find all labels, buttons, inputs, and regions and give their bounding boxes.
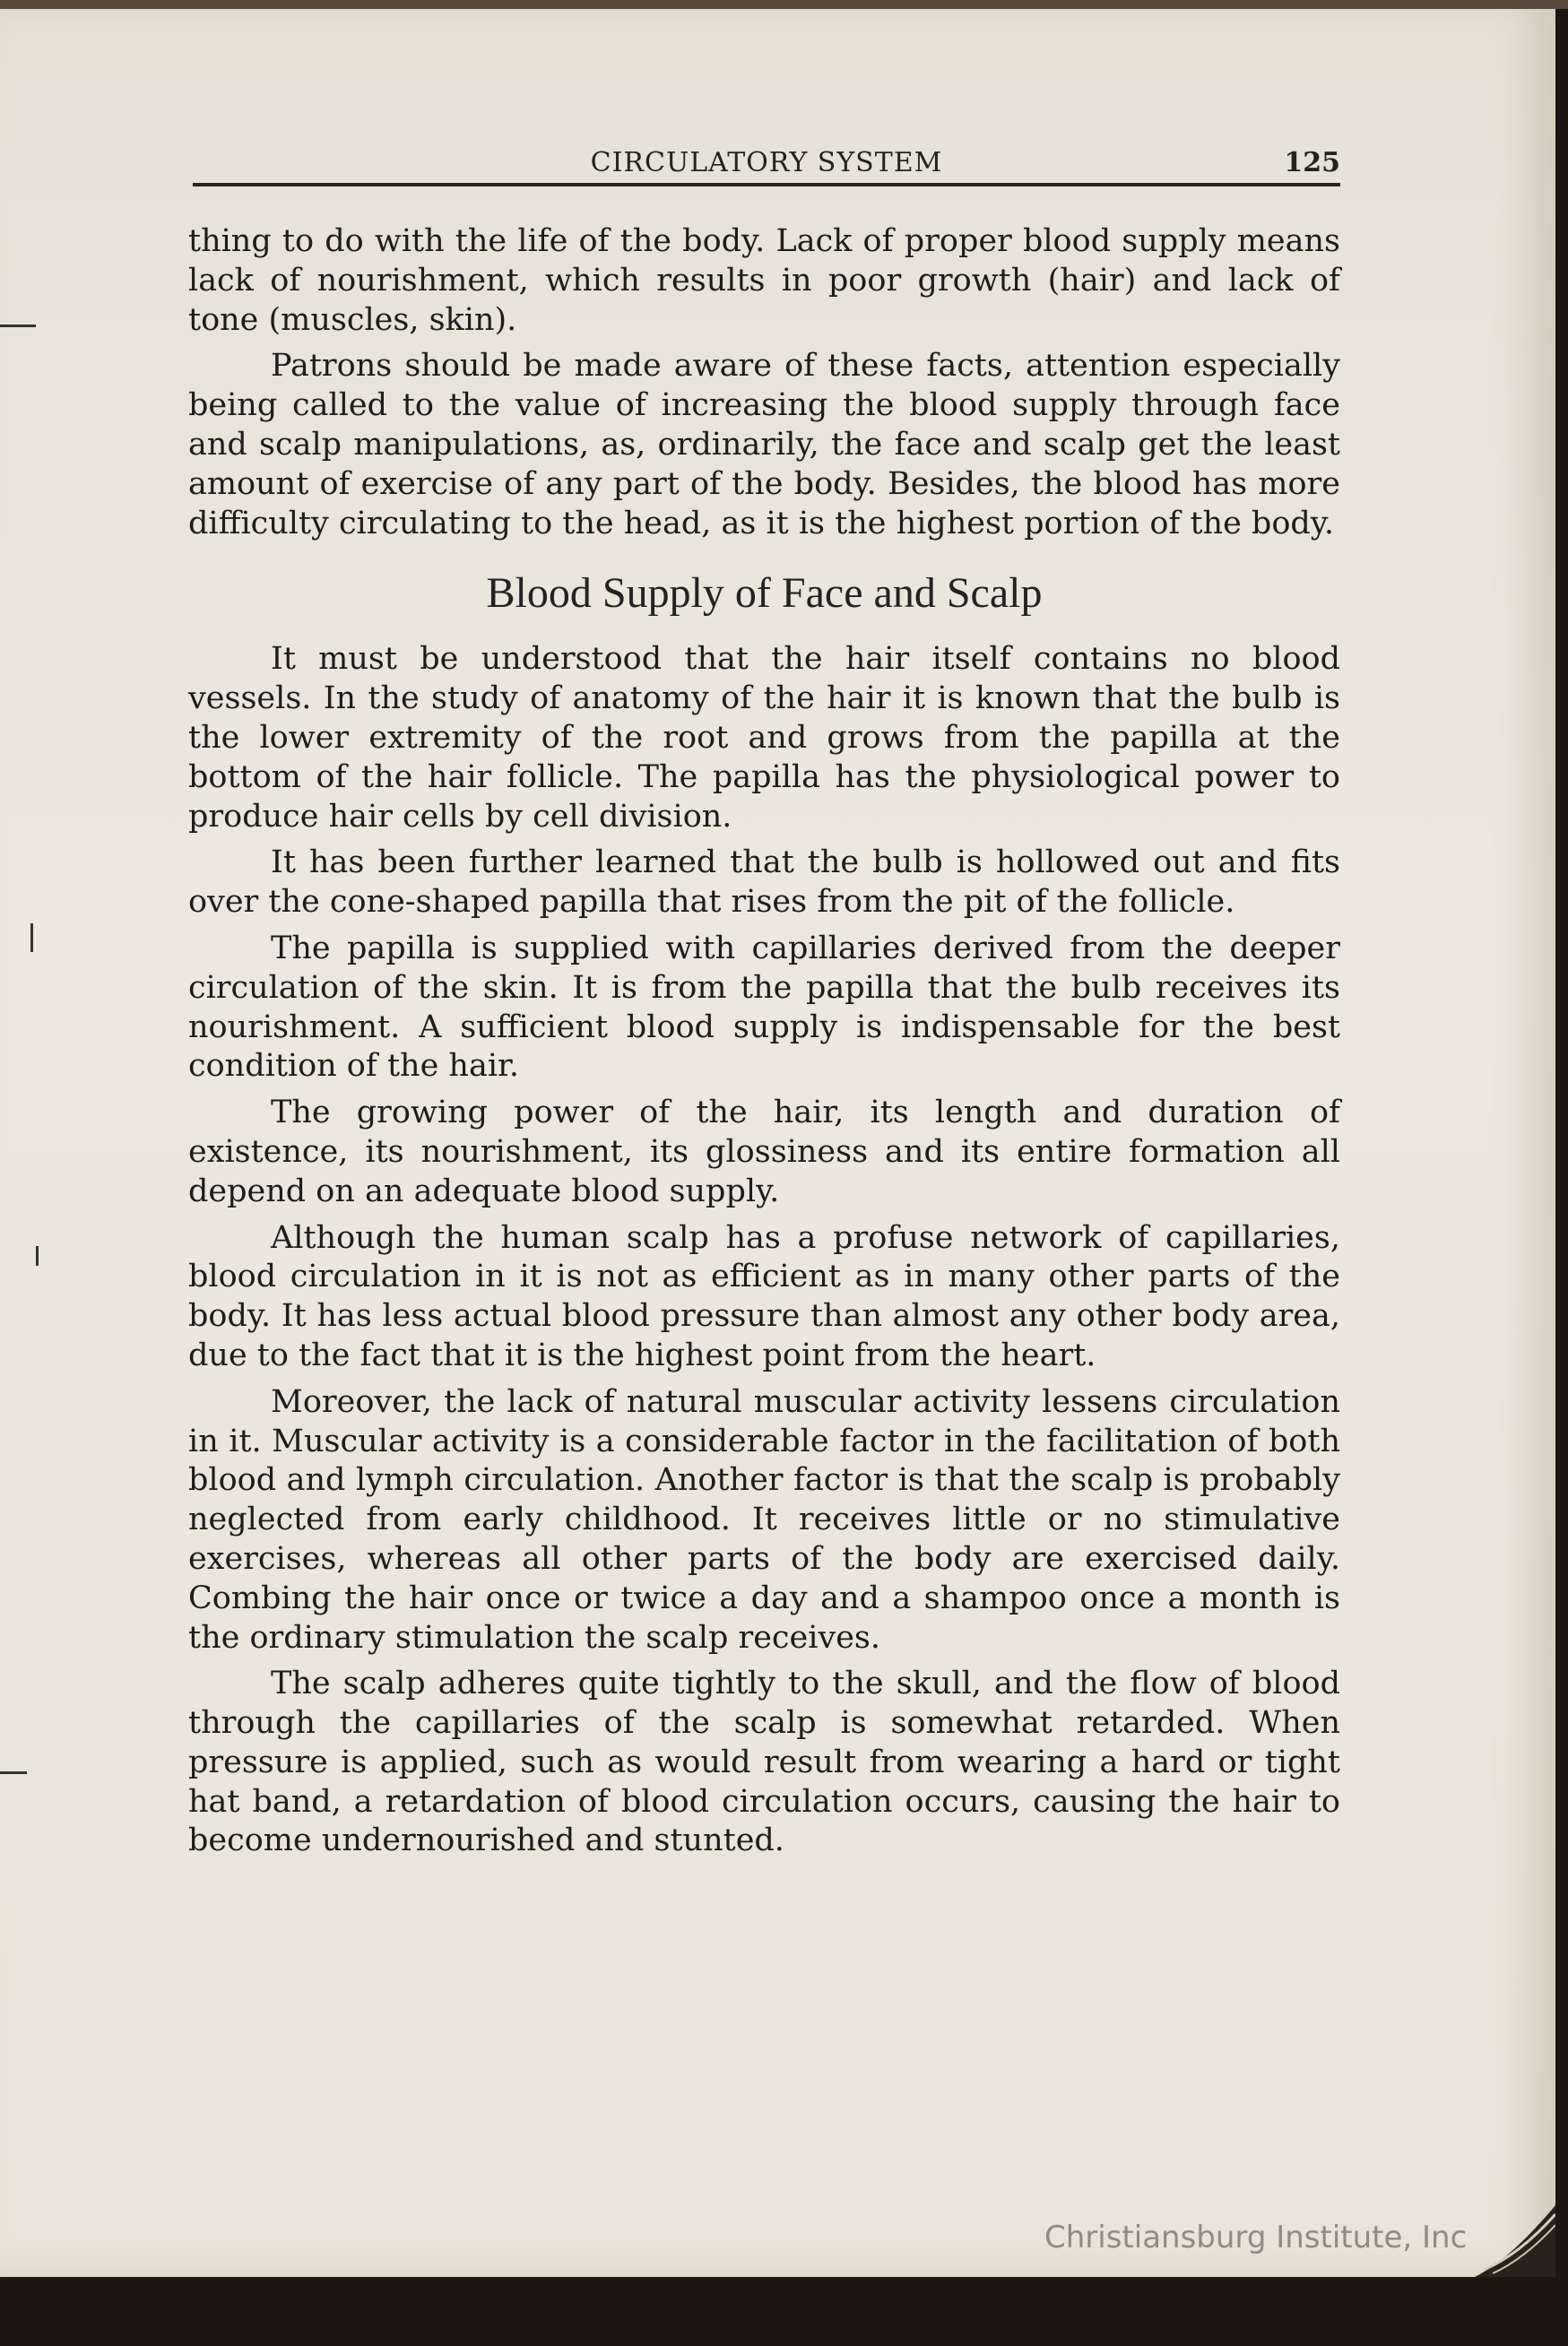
body-text bbox=[188, 222, 1340, 1868]
margin-mark bbox=[30, 923, 33, 952]
paragraph: thing to do with the life of the body. Lack of proper blood supply means lack of nourishment, which results in poor growth (hair) and lack of tone (muscles, skin). bbox=[188, 223, 1340, 338]
paragraph: It must be understood that the hair itself contains no blood vessels. In the study of anatomy of the hair it is known that the bulb is the lower extremity of the root and grows from the papilla at the bottom of the hair follicle. The papilla has the physiological power to produce hair cells by cell division. bbox=[188, 641, 1340, 835]
running-head bbox=[193, 143, 1340, 186]
page-corner-curl-icon bbox=[1475, 2205, 1555, 2277]
paragraph: Moreover, the lack of natural muscular activity lessens circulation in it. Muscular activity is a considerable factor in the facilitation of both blood and lymph circulation. Another factor is that the scalp is probably neglected from early childhood. It receives little or no stimulative exercises, whereas all other parts of the body are exercised daily. Combing the hair once or twice a day and a shampoo once a month is the ordinary stimulation the scalp receives. bbox=[188, 1383, 1340, 1656]
watermark: Christiansburg Institute, Inc bbox=[1044, 2220, 1468, 2255]
paragraph: The scalp adheres quite tightly to the skull, and the flow of blood through the capillaries of the scalp is somewhat retarded. When pressure is applied, such as would result from wearing a hard or tight hat band, a retardation of blood circulation occurs, causing the hair to become undernourished and stunted. bbox=[188, 1666, 1340, 1859]
paragraph: The growing power of the hair, its length and duration of existence, its nourishment, its glossiness and its entire formation all depend on an adequate blood supply. bbox=[188, 1095, 1340, 1209]
section-heading: Blood Supply of Face and Scalp bbox=[486, 569, 1043, 618]
margin-mark bbox=[0, 1771, 27, 1774]
paragraph: Patrons should be made aware of these facts, attention especially being called to the value of increasing the blood supply through face and scalp manipulations, as, ordinarily, the face and scalp get the least amount of exercise of any part of the body. Besides, the blood has more difficulty circulating to the head, as it is the highest portion of the body. bbox=[188, 348, 1340, 541]
margin-mark bbox=[36, 1246, 39, 1266]
page-top-edge bbox=[0, 0, 1568, 9]
paragraph: Although the human scalp has a profuse network of capillaries, blood circulation in it is not as efficient as in many other parts of the body. It has less actual blood pressure than almost any other body area, due to the fact that it is the highest point from the heart. bbox=[188, 1219, 1340, 1373]
paragraph: The papilla is supplied with capillaries derived from the deeper circulation of the skin. It is from the papilla that the bulb receives its nourishment. A sufficient blood supply is indispensable for the best condition of the hair. bbox=[188, 930, 1340, 1085]
page-number: 125 bbox=[1284, 147, 1340, 178]
paragraph: It has been further learned that the bulb is hollowed out and fits over the cone-shaped papilla that rises from the pit of the follicle. bbox=[188, 844, 1340, 921]
margin-mark bbox=[0, 325, 36, 327]
running-title: CIRCULATORY SYSTEM bbox=[590, 147, 943, 178]
